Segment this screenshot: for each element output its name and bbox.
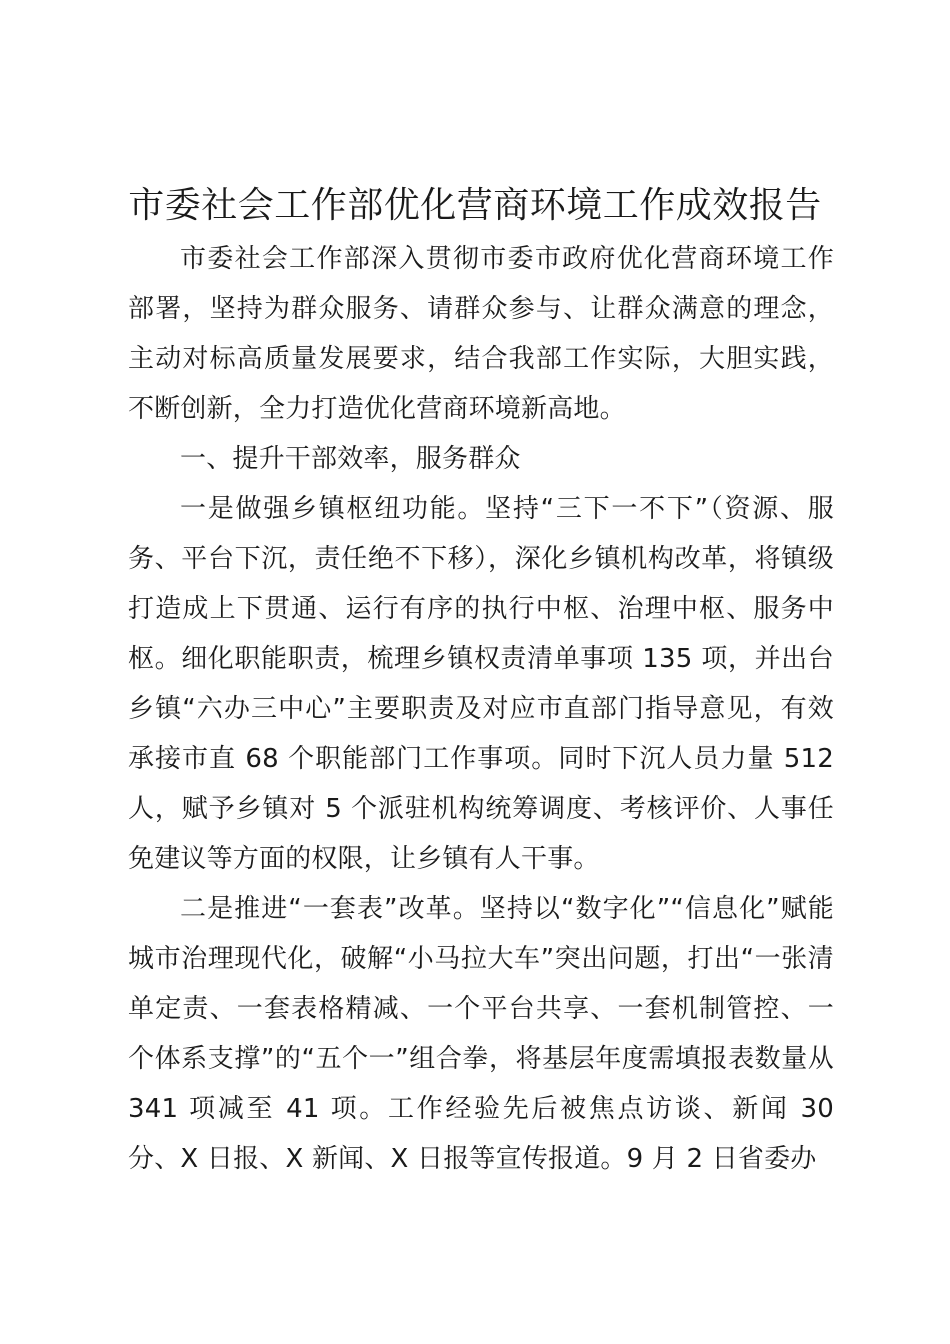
paragraph-township-hub: 一是做强乡镇枢纽功能。坚持“三下一不下”（资源、服务、平台下沉，责任绝不下移），深化乡镇机构改革，将镇级打造成上下贯通、运行有序的执行中枢、治理中枢、服务中枢。细化职能职责，梳理乡镇权责清单事项 135 项，并出台乡镇“六办三中心”主要职责及对应市直部门指导意见，有效承接市直 68 个职能部门工作事项。同时下沉人员力量 512 人，赋予乡镇对 5 个派驻机构统筹调度、考核评价、人事任免建议等方面的权限，让乡镇有人干事。 (128, 494, 834, 874)
intro-paragraph: 市委社会工作部深入贯彻市委市政府优化营商环境工作部署，坚持为群众服务、请群众参与、让群众满意的理念，主动对标高质量发展要求，结合我部工作实际，大胆实践，不断创新，全力打造优化营商环境新高地。 (128, 244, 834, 424)
section-heading-1: 一、提升干部效率，服务群众 (180, 444, 521, 474)
document-title: 市委社会工作部优化营商环境工作成效报告 (128, 185, 822, 226)
paragraph-one-form-reform: 二是推进“一套表”改革。坚持以“数字化”“信息化”赋能城市治理现代化，破解“小马拉大车”突出问题，打出“一张清单定责、一套表格精减、一个平台共享、一套机制管控、一个体系支撑”的“五个一”组合拳，将基层年度需填报表数量从 341 项减至 41 项。工作经验先后被焦点访谈、新闻 30 分、X 日报、X 新闻、X 日报等宣传报道。9 月 2 日省委办 (128, 894, 834, 1174)
document-body (128, 234, 834, 1184)
